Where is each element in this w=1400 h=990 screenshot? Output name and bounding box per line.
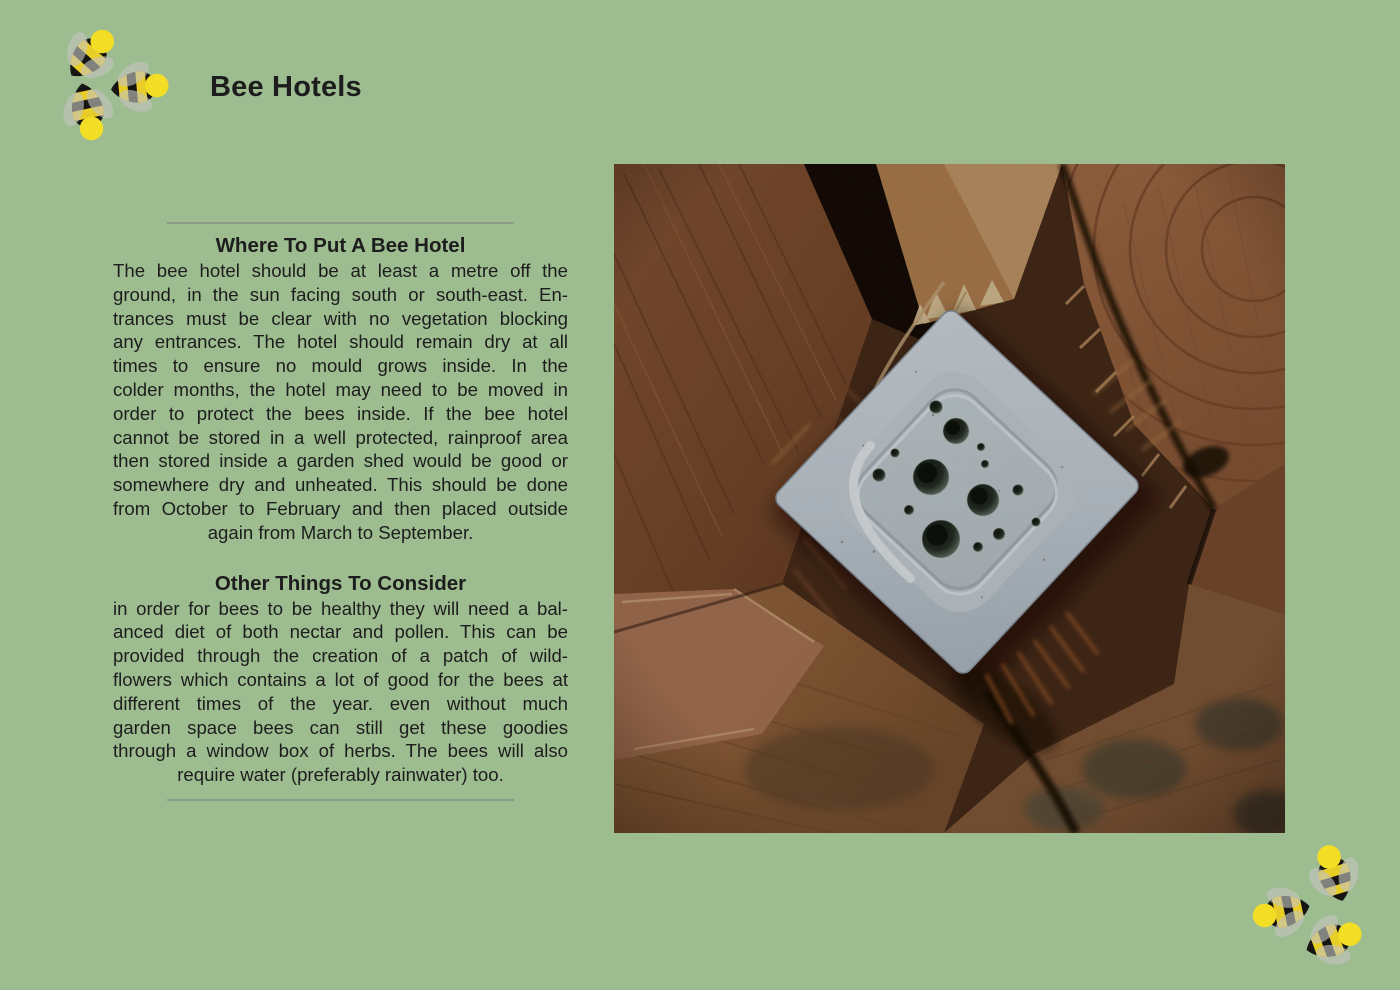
paragraph-where-to-put <box>113 259 568 545</box>
section-divider-bottom <box>167 799 514 801</box>
text-line: ground, in the sun facing south or south-east. En- <box>113 283 568 305</box>
text-line: times to ensure no mould grows inside. In the <box>113 355 568 377</box>
bee-hotel-photo <box>614 164 1285 833</box>
text-line: trances must be clear with no vegetation blocking <box>113 307 568 329</box>
text-line: provided through the creation of a patch of wild- <box>113 645 568 667</box>
text-line: garden space bees can still get these goodies <box>113 716 568 738</box>
section-heading-other-things: Other Things To Consider <box>214 571 467 595</box>
bee-icon <box>108 55 171 119</box>
bee-cluster-bottom-right <box>1235 835 1400 990</box>
paragraph-other-things <box>113 597 568 787</box>
text-line: different times of the year. even without much <box>113 692 568 714</box>
bee-icon <box>1296 902 1371 978</box>
text-line: colder months, the hotel may need to be moved in <box>113 378 568 400</box>
text-line: cannot be stored in a well protected, rainproof area <box>113 426 568 448</box>
text-column <box>113 222 568 801</box>
section-heading-where-to-put: Where To Put A Bee Hotel <box>215 234 466 257</box>
bee-cluster-top-left <box>55 25 205 155</box>
wood-stack <box>614 164 1285 833</box>
text-line: through a window box of herbs. The bees will also <box>113 740 568 762</box>
text-line: then stored inside a garden shed would be good or <box>113 450 568 472</box>
text-line: The bee hotel should be at least a metre off the <box>113 260 568 281</box>
text-line: again from March to September. <box>207 521 474 543</box>
text-line: order to protect the bees inside. If the bee hotel <box>113 402 568 424</box>
section-divider-top <box>167 222 514 224</box>
page-title: Bee Hotels <box>210 71 362 103</box>
text-line: anced diet of both nectar and pollen. This can be <box>113 621 568 643</box>
text-line: somewhere dry and unheated. This should be done <box>113 474 568 496</box>
text-line: flowers which contains a lot of good for the bees at <box>113 668 568 690</box>
text-line: from October to February and then placed outside <box>113 497 568 519</box>
text-line: require water (preferably rainwater) too. <box>177 764 504 786</box>
text-line: any entrances. The hotel should remain dry at all <box>113 331 568 353</box>
text-line: in order for bees to be healthy they will need a bal- <box>113 597 568 619</box>
bee-icon <box>1297 837 1371 910</box>
bee-icon <box>1247 877 1316 947</box>
